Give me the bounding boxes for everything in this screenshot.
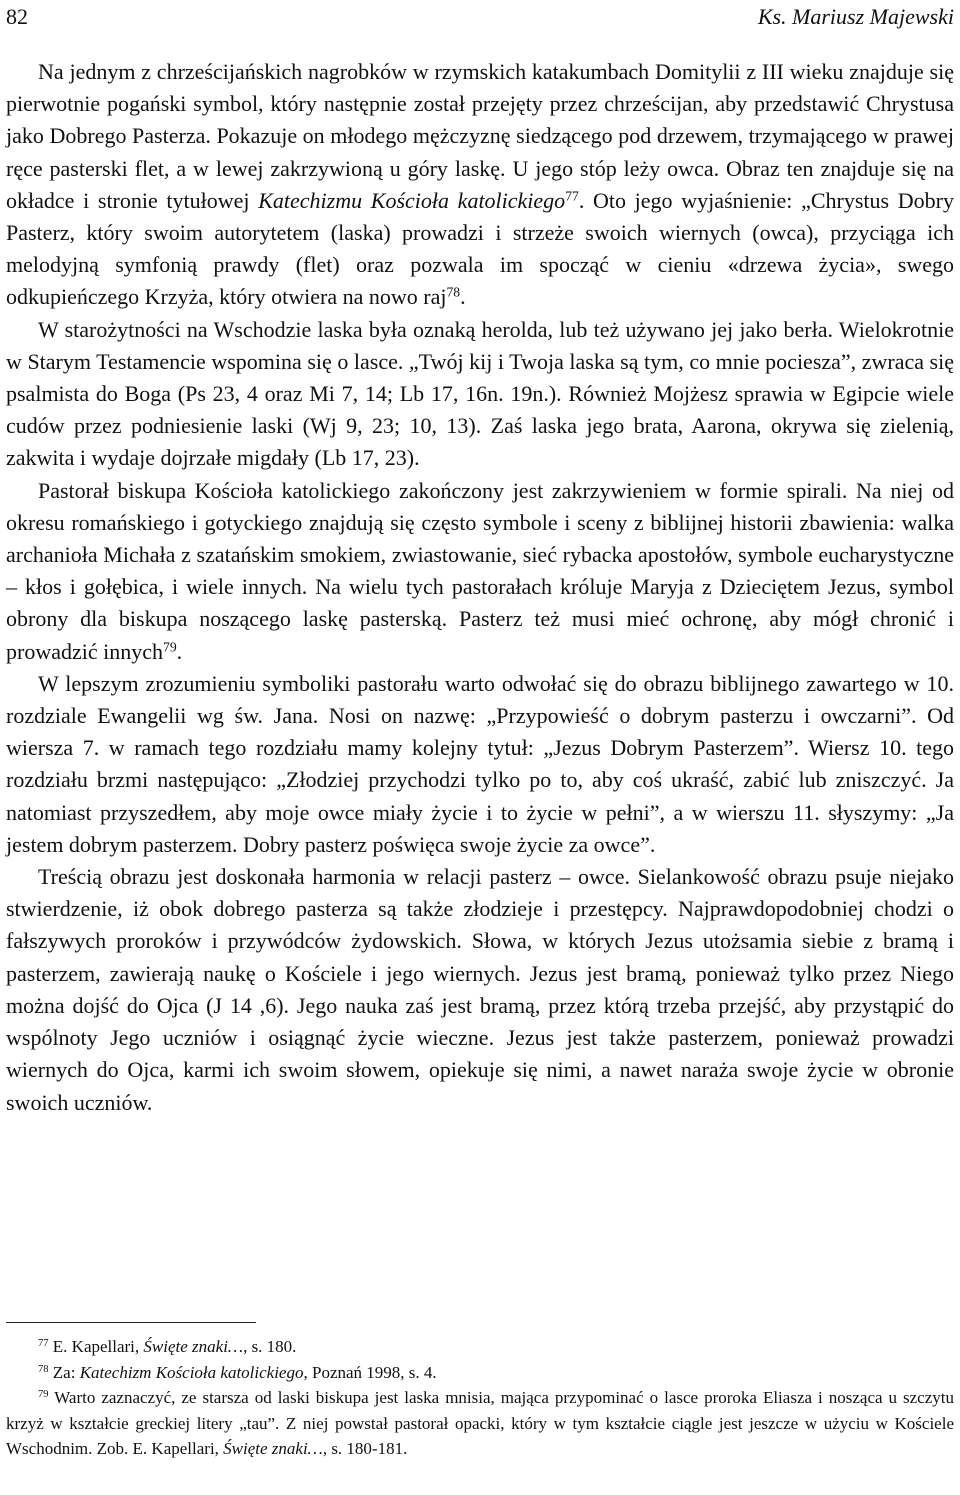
paragraph bbox=[6, 861, 954, 1119]
document-page bbox=[6, 0, 954, 1495]
text-run: Na jednym z chrześcijańskich nagrobków w rzymskich katakumbach Domitylii z III wieku znajduje się pierwotnie pogański symbol, który następnie został przejęty przez chrześcijan, aby przedstawić Chrystusa jako Dobrego Pasterza. Pokazuje on młodego mężczyznę siedzącego pod drzewem, trzymającego w prawej ręce pasterski flet, a w lewej zakrzywioną u góry laskę. U jego stóp leży owca. Obraz ten znajduje się na okładce i stronie tytułowej bbox=[6, 59, 954, 213]
text-run: . bbox=[460, 284, 466, 310]
footnote-number: 78 bbox=[38, 1363, 49, 1375]
text-run: Treścią obrazu jest doskonała harmonia w relacji pasterz – owce. Sielankowość obrazu psuje niejako stwierdzenie, iż obok dobrego pasterza są także złodzieje i przestępcy. Najprawdopodobniej chodzi o fałszywych proroków i przywódców żydowskich. Słowa, w których Jezus utożsamia siebie z bramą i pasterzem, zawierają naukę o Kościele i jego wiernych. Jezus jest bramą, ponieważ tylko przez Niego można dojść do Ojca (J 14 ,6). Jego nauka zaś jest bramą, przez którą trzeba przejść, aby przystąpić do wspólnoty Jego uczniów i osiągnąć życie wieczne. Jezus jest także pasterzem, ponieważ prowadzi wiernych do Ojca, karmi ich swoim słowem, opiekuje się nimi, a nawet naraża swoje życie w obronie swoich uczniów. bbox=[6, 864, 954, 1115]
text-run: Warto zaznaczyć, ze starsza od laski biskupa jest laska mnisia, mająca przypominać o lasce proroka Eliasza i nosząca u szczytu krzyż w kształcie greckiej litery „tau”. Z niej powstał pastorał opacki, który w tym kształcie ciągle jest jeszcze w użyciu w Kościele Wschodnim. Zob. E. Kapellari, bbox=[6, 1388, 954, 1458]
book-title: Katechizm Kościoła katolickiego bbox=[79, 1362, 304, 1382]
footnote-ref: 77 bbox=[565, 188, 579, 204]
footnote bbox=[6, 1334, 954, 1360]
text-run: , s. 180-181. bbox=[322, 1439, 408, 1458]
footnote-ref: 79 bbox=[163, 639, 177, 655]
book-title: Święte znaki… bbox=[223, 1439, 323, 1458]
text-run: , Poznań 1998, s. 4. bbox=[303, 1362, 437, 1382]
footnote bbox=[6, 1360, 954, 1386]
text-run: . bbox=[176, 638, 183, 664]
book-title: Katechizmu Kościoła katolickiego bbox=[258, 187, 566, 213]
text-run: W lepszym zrozumieniu symboliki pastorału warto odwołać się do obrazu biblijnego zawartego w 10. rozdziale Ewangelii wg św. Jana. Nosi on nazwę: „Przypowieść o dobrym pasterzu i owczarni”. Od wiersza 7. w ramach tego rozdziału mamy kolejny tytuł: „Jezus Dobrym Pasterzem”. Wiersz 10. tego rozdziału brzmi następująco: „Złodziej przychodzi tylko po to, aby coś ukraść, zabić lub zniszczyć. Ja natomiast przyszedłem, aby moje owce miały życie i to życie w pełni”, a w wierszu 11. słyszymy: „Ja jestem dobrym pasterzem. Dobry pasterz poświęca swoje życie za owce”. bbox=[6, 670, 954, 857]
body-text bbox=[6, 56, 954, 1119]
footnote bbox=[6, 1385, 954, 1462]
text-run: W starożytności na Wschodzie laska była oznaką herolda, lub też używano jej jako berła. Wielokrotnie w Starym Testamencie wspomina się o lasce. „Twój kij i Twoja laska są tym, co mnie pociesza”, zwraca się psalmista do Boga (Ps 23, 4 oraz Mi 7, 14; Lb 17, 16n. 19n.). Również Mojżesz sprawia w Egipcie wiele cudów przez podniesienie laski (Wj 9, 23; 10, 13). Zaś laska jego brata, Aarona, okrywa się zielenią, zakwita i wydaje dojrzałe migdały (Lb 17, 23). bbox=[6, 316, 954, 471]
running-header-author: Ks. Mariusz Majewski bbox=[757, 4, 954, 29]
page-number: 82 bbox=[6, 4, 28, 29]
paragraph bbox=[6, 475, 954, 668]
book-title: Święte znaki… bbox=[143, 1337, 244, 1356]
footnote-number: 77 bbox=[38, 1338, 49, 1350]
paragraph bbox=[6, 314, 954, 475]
text-run: E. Kapellari, bbox=[48, 1337, 144, 1356]
footnote-ref: 78 bbox=[446, 284, 461, 300]
paragraph bbox=[6, 56, 954, 314]
running-header bbox=[6, 0, 954, 34]
text-run: Pastorał biskupa Kościoła katolickiego zakończony jest zakrzywieniem w formie spirali. Na niej od okresu romańskiego i gotyckiego znajdują się często symbole i sceny z biblijnej historii zbawienia: walka archanioła Michała z szatańskim smokiem, zwiastowanie, sieć rybacka apostołów, symbole eucharystyczne – kłos i gołębica, i wiele innych. Na wielu tych pastorałach króluje Maryja z Dzieciętem Jezus, symbol obrony dla biskupa noszącego laskę pasterską. Pasterz też musi mieć ochronę, aby mógł chronić i prowadzić innych bbox=[6, 477, 954, 664]
paragraph bbox=[6, 668, 954, 861]
text-run: . Oto jego wyjaśnienie: „Chrystus Dobry Pasterz, który swoim autorytetem (laska) prowadzi i strzeże swoich wiernych (owca), przyciąga ich melodyjną symfonią prawdy (flet) oraz pozwala im spocząć w cieniu «drzewa życia», swego odkupieńczego Krzyża, który otwiera na nowo raj bbox=[6, 187, 954, 310]
text-run: Za: bbox=[48, 1362, 80, 1382]
footnotes bbox=[6, 1334, 954, 1462]
text-run: , s. 180. bbox=[243, 1337, 297, 1356]
footnote-number: 79 bbox=[38, 1389, 49, 1401]
footnote-separator bbox=[6, 1322, 256, 1323]
